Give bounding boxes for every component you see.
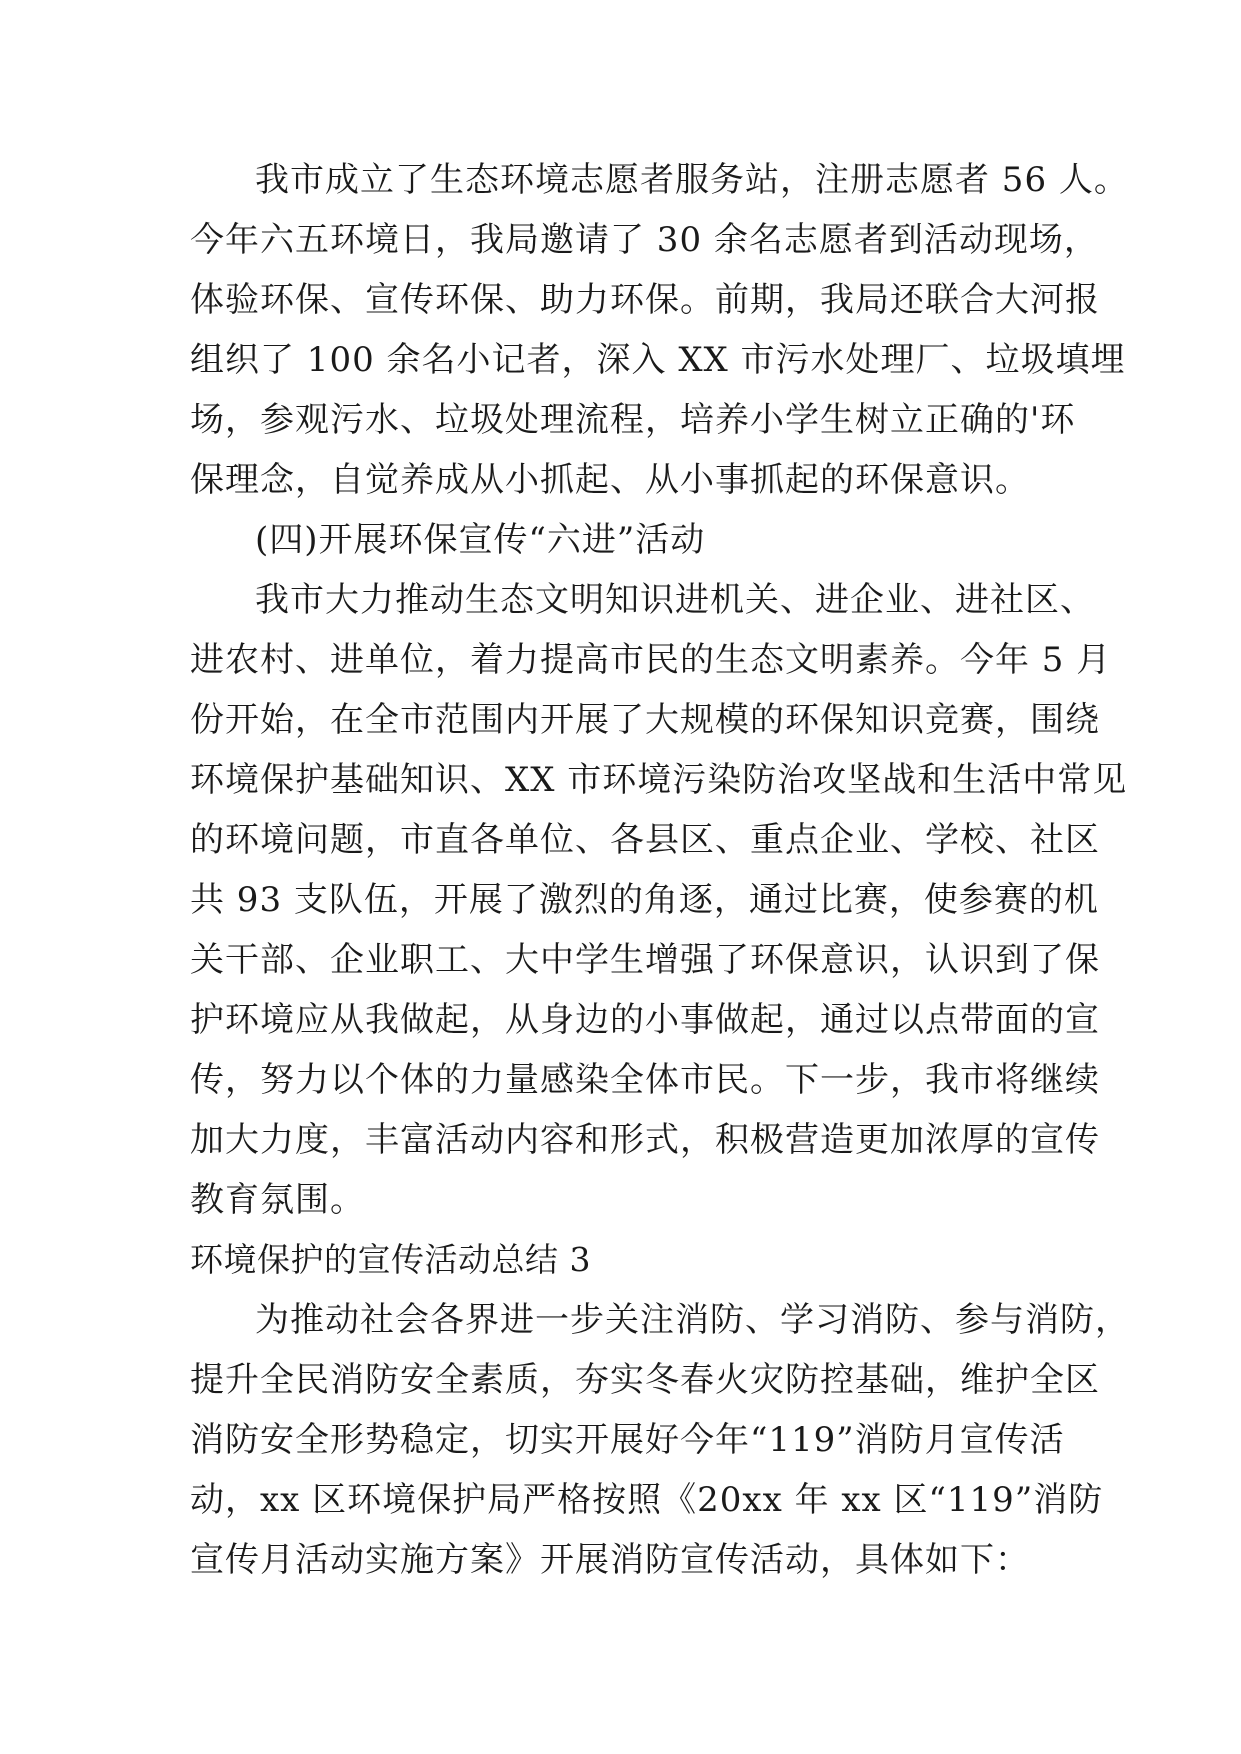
paragraph-1-line-2: 今年六五环境日，我局邀请了 30 余名志愿者到活动现场， bbox=[190, 220, 1099, 260]
paragraph-3-line-3: 消防安全形势稳定，切实开展好今年“119”消防月宣传活 bbox=[190, 1420, 1065, 1460]
section-title-3: 环境保护的宣传活动总结 3 bbox=[190, 1240, 591, 1279]
paragraph-2-line-11: 教育氛围。 bbox=[190, 1180, 365, 1220]
paragraph-2-line-6: 共 93 支队伍，开展了激烈的角逐，通过比赛，使参赛的机 bbox=[190, 880, 1099, 920]
paragraph-3-line-5: 宣传月活动实施方案》开展消防宣传活动，具体如下： bbox=[190, 1540, 1030, 1580]
paragraph-1-line-5: 场，参观污水、垃圾处理流程，培养小学生树立正确的'环 bbox=[190, 400, 1076, 440]
paragraph-1-line-4: 组织了 100 余名小记者，深入 XX 市污水处理厂、垃圾填埋 bbox=[190, 340, 1126, 380]
paragraph-2-line-4: 环境保护基础知识、XX 市环境污染防治攻坚战和生活中常见 bbox=[190, 760, 1128, 800]
paragraph-2-line-8: 护环境应从我做起，从身边的小事做起，通过以点带面的宣 bbox=[190, 1000, 1100, 1040]
paragraph-3-line-4: 动，xx 区环境保护局严格按照《20xx 年 xx 区“119”消防 bbox=[190, 1480, 1104, 1520]
paragraph-1-line-3: 体验环保、宣传环保、助力环保。前期，我局还联合大河报 bbox=[190, 280, 1100, 320]
paragraph-2-line-1: 我市大力推动生态文明知识进机关、进企业、进社区、 bbox=[255, 580, 1095, 620]
paragraph-2-line-10: 加大力度，丰富活动内容和形式，积极营造更加浓厚的宣传 bbox=[190, 1120, 1100, 1160]
paragraph-1-line-6: 保理念，自觉养成从小抓起、从小事抓起的环保意识。 bbox=[190, 460, 1030, 500]
paragraph-2-line-3: 份开始，在全市范围内开展了大规模的环保知识竞赛，围绕 bbox=[190, 700, 1100, 740]
paragraph-2-line-9: 传，努力以个体的力量感染全体市民。下一步，我市将继续 bbox=[190, 1060, 1100, 1100]
paragraph-2-line-5: 的环境问题，市直各单位、各县区、重点企业、学校、社区 bbox=[190, 820, 1100, 860]
paragraph-1-line-1: 我市成立了生态环境志愿者服务站，注册志愿者 56 人。 bbox=[255, 160, 1129, 200]
paragraph-2-line-7: 关干部、企业职工、大中学生增强了环保意识，认识到了保 bbox=[190, 940, 1100, 980]
paragraph-3-line-2: 提升全民消防安全素质，夯实冬春火灾防控基础，维护全区 bbox=[190, 1360, 1100, 1400]
subheading-4: (四)开展环保宣传“六进”活动 bbox=[255, 520, 706, 560]
paragraph-2-line-2: 进农村、进单位，着力提高市民的生态文明素养。今年 5 月 bbox=[190, 640, 1112, 680]
paragraph-3-line-1: 为推动社会各界进一步关注消防、学习消防、参与消防， bbox=[255, 1300, 1130, 1340]
